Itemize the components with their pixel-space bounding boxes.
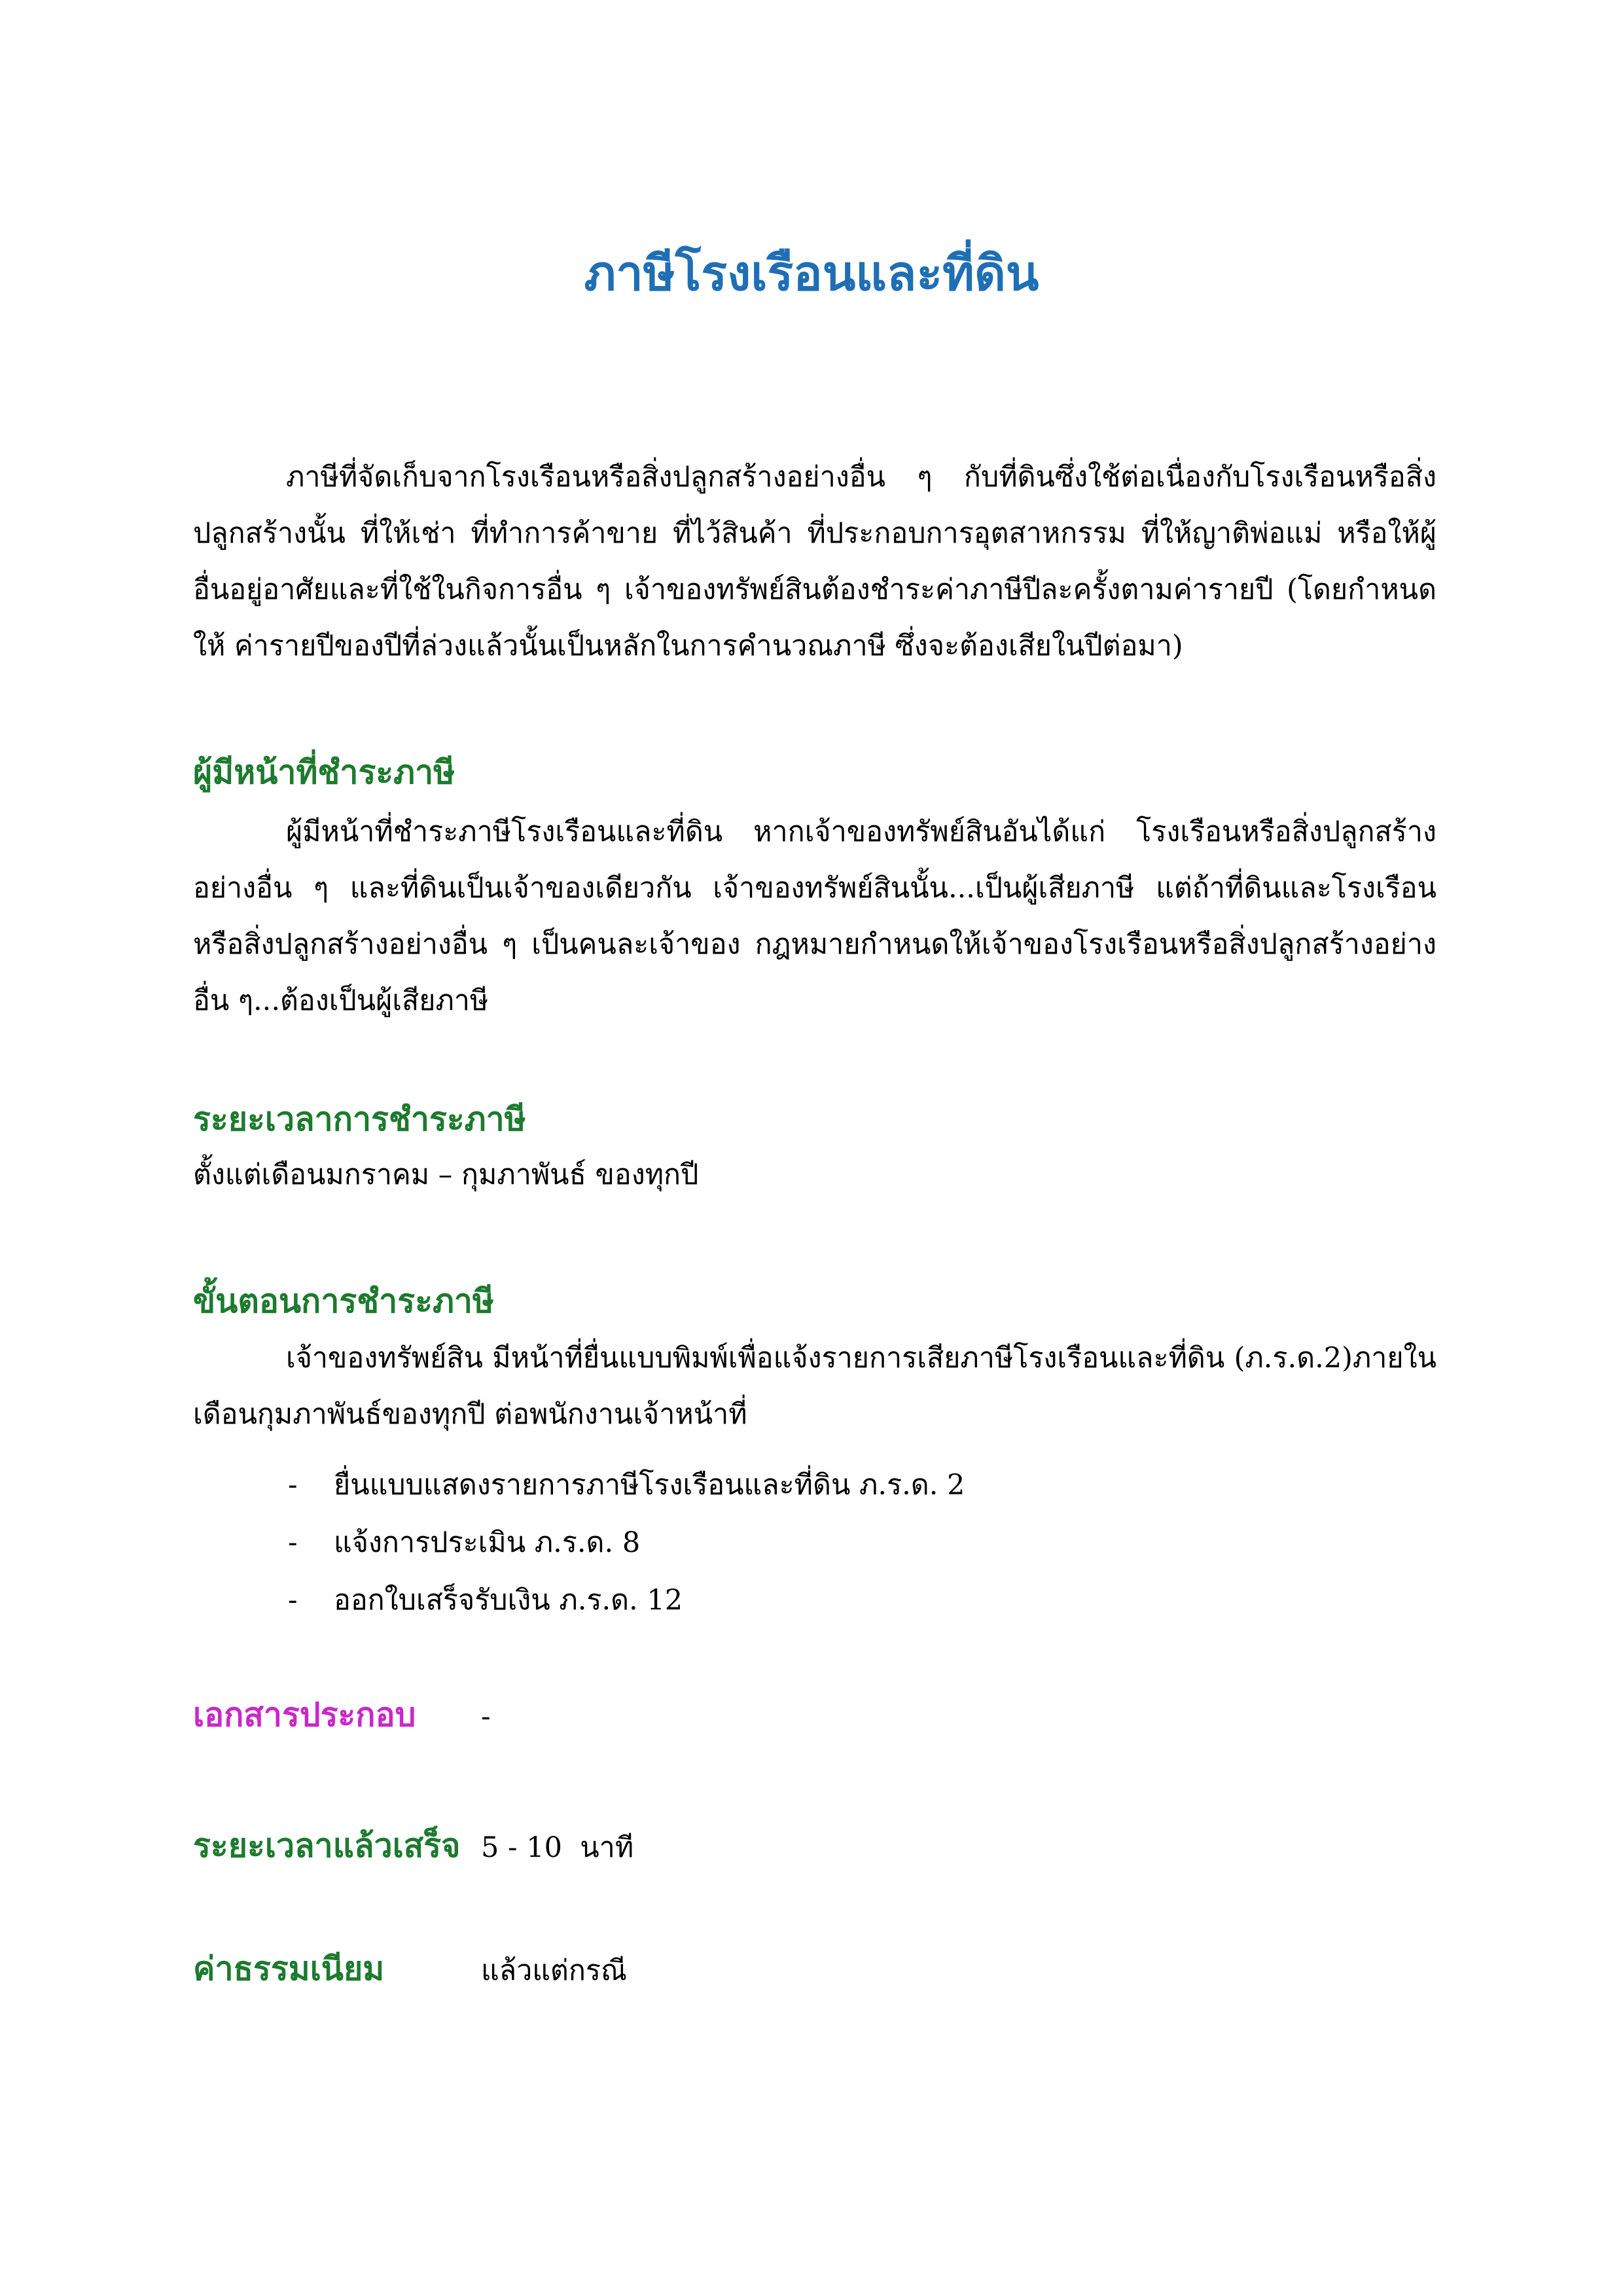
list-item-text: แจ้งการประเมิน ภ.ร.ด. 8 bbox=[334, 1526, 641, 1559]
period-heading: ระยะเวลาการชำระภาษี bbox=[193, 1100, 526, 1138]
steps-heading: ขั้นตอนการชำระภาษี bbox=[193, 1282, 494, 1320]
documents-row bbox=[193, 1689, 491, 1743]
payer-heading: ผู้มีหน้าที่ชำระภาษี bbox=[193, 753, 455, 791]
duration-label: ระยะเวลาแล้วเสร็จ bbox=[193, 1826, 461, 1865]
page-title: ภาษีโรงเรือนและที่ดิน bbox=[584, 245, 1039, 302]
intro-paragraph: ภาษีที่จัดเก็บจากโรงเรือนหรือสิ่งปลูกสร้างอย่างอื่น ๆ กับที่ดินซึ่งใช้ต่อเนื่องกับโรงเรือนหรือสิ่งปลูกสร้างนั้น ที่ให้เช่า ที่ทำการค้าขาย ที่ไว้สินค้า ที่ประกอบการอุตสาหกรรม ที่ให้ญาติพ่อแม่ หรือให้ผู้อื่นอยู่อาศัยและที่ใช้ในกิจการอื่น ๆ เจ้าของทรัพย์สินต้องชำระค่าภาษีปีละครั้งตามค่ารายปี (โดยกำหนดให้ ค่ารายปีของปีที่ล่วงแล้วนั้นเป็นหลักในการคำนวณภาษี ซึ่งจะต้องเสียในปีต่อมา) bbox=[193, 461, 1436, 662]
period-text: ตั้งแต่เดือนมกราคม – กุมภาพันธ์ ของทุกปี bbox=[193, 1158, 699, 1191]
fee-label: ค่าธรรมเนียม bbox=[193, 1949, 385, 1988]
bullet-dash: - bbox=[288, 1469, 298, 1501]
documents-value: - bbox=[481, 1700, 491, 1733]
payer-paragraph: ผู้มีหน้าที่ชำระภาษีโรงเรือนและที่ดิน หากเจ้าของทรัพย์สินอันได้แก่ โรงเรือนหรือสิ่งปลูกสร้างอย่างอื่น ๆ และที่ดินเป็นเจ้าของเดียวกัน เจ้าของทรัพย์สินนั้น...เป็นผู้เสียภาษี แต่ถ้าที่ดินและโรงเรือนหรือสิ่งปลูกสร้างอย่างอื่น ๆ เป็นคนละเจ้าของ กฎหมายกำหนดให้เจ้าของโรงเรือนหรือสิ่งปลูกสร้างอย่างอื่น ๆ...ต้องเป็นผู้เสียภาษี bbox=[193, 816, 1436, 1017]
duration-value: 5 - 10 นาที bbox=[481, 1831, 634, 1864]
list-item-text: ยื่นแบบแสดงรายการภาษีโรงเรือนและที่ดิน ภ.ร.ด. 2 bbox=[334, 1469, 965, 1501]
fee-row bbox=[193, 1943, 627, 1997]
list-item-text: ออกใบเสร็จรับเงิน ภ.ร.ด. 12 bbox=[334, 1584, 683, 1617]
list-item bbox=[288, 1514, 1400, 1571]
steps-paragraph: เจ้าของทรัพย์สิน มีหน้าที่ยื่นแบบพิมพ์เพื่อแจ้งรายการเสียภาษีโรงเรือนและที่ดิน (ภ.ร.ด.2)ภายในเดือนกุมภาพันธ์ของทุกปี ต่อพนักงานเจ้าหน้าที่ bbox=[193, 1342, 1436, 1431]
duration-row bbox=[193, 1820, 633, 1874]
fee-value: แล้วแต่กรณี bbox=[481, 1954, 627, 1987]
list-item bbox=[288, 1456, 1400, 1514]
steps-list bbox=[288, 1456, 1400, 1629]
bullet-dash: - bbox=[288, 1526, 298, 1559]
documents-label: เอกสารประกอบ bbox=[193, 1695, 416, 1734]
list-item bbox=[288, 1571, 1400, 1629]
bullet-dash: - bbox=[288, 1584, 298, 1617]
